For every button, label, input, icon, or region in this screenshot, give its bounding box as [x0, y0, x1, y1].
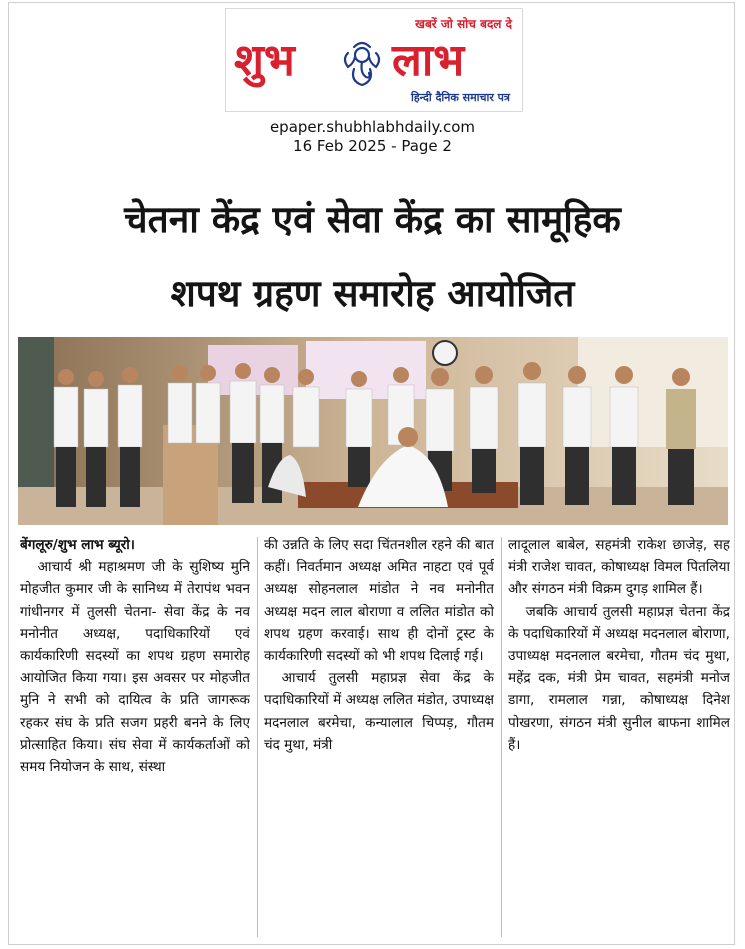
logo-text-right: लाभ	[392, 35, 465, 86]
newspaper-masthead	[225, 8, 523, 112]
edition-date: 16 Feb 2025 - Page 2	[293, 137, 452, 155]
article-paragraph: जबकि आचार्य तुलसी महाप्रज्ञ चेतना केंद्र के पदाधिकारियों में अध्यक्ष मदनलाल बोराणा, उपाध्यक्ष मदनलाल बरमेचा, गौतम चंद मुथा, महेंद्र दक, मंत्री प्रेम चावत, सहमंत्री मनोज डागा, रामलाल गन्ना, कोषाध्यक्ष दिनेश पोखरणा, संगठन मंत्री सुनील बाफना शामिल हैं।	[508, 603, 730, 753]
article-column-2	[264, 534, 494, 944]
logo-text-left: शुभ	[234, 35, 295, 86]
ganesha-logo-icon	[338, 37, 386, 89]
masthead-tagline: खबरें जो सोच बदल दे	[415, 17, 512, 31]
article-paragraph: की उन्नति के लिए सदा चिंतनशील रहने की बात कहीं। निवर्तमान अध्यक्ष अमित नाहटा एवं पूर्व अध्यक्ष सोहनलाल मांडोत ने नव मनोनीत अध्यक्ष मदन लाल बोराणा व ललित मांडोत को शपथ ग्रहण करवाई। साथ ही दोनों ट्रस्ट के कार्यकारिणी सदस्यों को भी शपथ दिलाई गई।	[264, 537, 494, 665]
column-divider	[501, 537, 502, 937]
group-photo-image	[18, 337, 728, 525]
article-column-1	[20, 534, 250, 944]
epaper-url: epaper.shubhlabhdaily.com	[269, 118, 476, 136]
newspaper-logo	[234, 31, 516, 91]
headline-line-2: शपथ ग्रहण समारोह आयोजित	[170, 272, 575, 315]
column-divider	[257, 537, 258, 937]
article-byline: बेंगलूरु/शुभ लाभ ब्यूरो।	[20, 537, 135, 553]
headline-line-1: चेतना केंद्र एवं सेवा केंद्र का सामूहिक	[124, 198, 621, 241]
article-paragraph: आचार्य तुलसी महाप्रज्ञ सेवा केंद्र के पदाधिकारियों में अध्यक्ष ललित मंडोत, उपाध्यक्ष मदनलाल बरमेचा, कन्यालाल चिप्पड़, गौतम चंद मुथा, मंत्री	[264, 670, 494, 753]
article-paragraph: आचार्य श्री महाश्रमण जी के सुशिष्य मुनि मोहजीत कुमार जी के सानिध्य में तेरापंथ भवन गांधीनगर में तुलसी चेतना- सेवा केंद्र के नव मनोनीत अध्यक्ष, पदाधिकारियों एवं कार्यकारिणी सदस्यों का शपथ ग्रहण समारोह आयोजित किया गया। इस अवसर पर मोहजीत मुनि ने सभी को दायित्व के प्रति जागरूक रहकर संघ के प्रति सजग प्रहरी बनने के लिए प्रोत्साहित किया। संघ सेवा में कार्यकर्ताओं को समय नियोजन के साथ, संस्था	[20, 559, 250, 776]
article-paragraph: लादूलाल बाबेल, सहमंत्री राकेश छाजेड़, सह मंत्री राजेश चावत, कोषाध्यक्ष विमल पितलिया और संगठन मंत्री विक्रम दुगड़ शामिल हैं।	[508, 537, 730, 598]
article-column-3	[508, 534, 730, 944]
masthead-subtitle: हिन्दी दैनिक समाचार पत्र	[410, 91, 510, 104]
